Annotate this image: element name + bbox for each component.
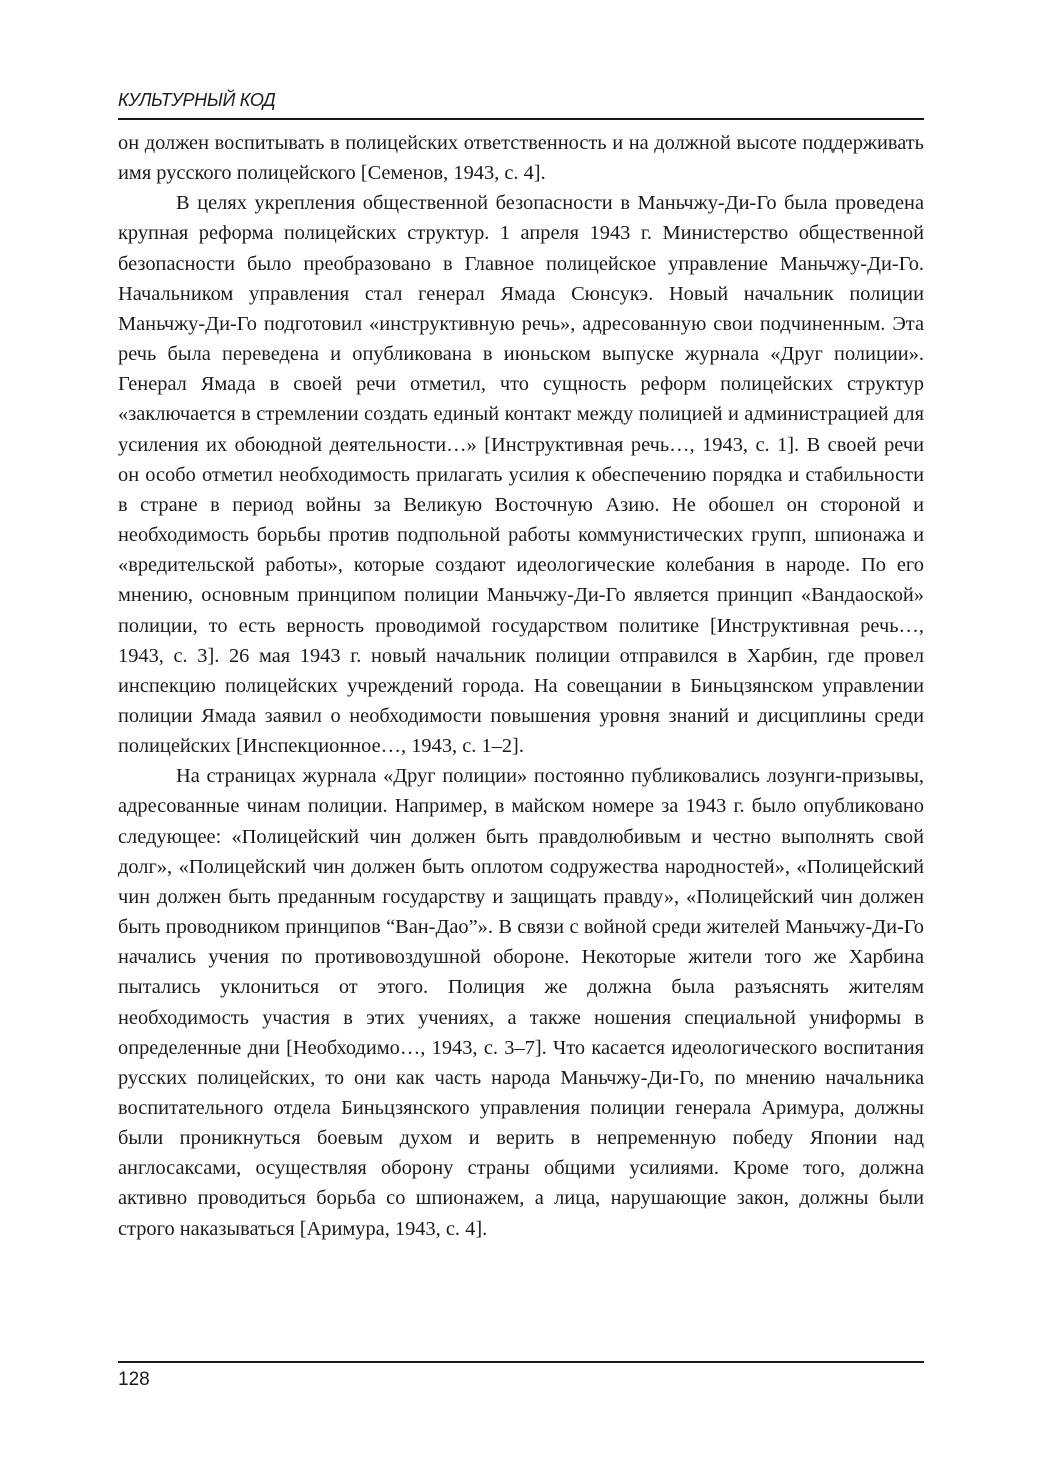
- article-body: [118, 128, 924, 1244]
- paragraph-police-reform: В целях укрепления общественной безопасности в Маньчжу-Ди-Го была проведена крупная реформа полицейских структур. 1 апреля 1943 г. Министерство общественной безопасности было преобразовано в Главное полицейское управление Маньчжу-Ди-Го. Начальником управления стал генерал Ямада Сюнсукэ. Новый начальник полиции Маньчжу-Ди-Го подготовил «инструктивную речь», адресованную свои подчиненным. Эта речь была переведена и опубликована в июньском выпуске журнала «Друг полиции». Генерал Ямада в своей речи отметил, что сущность реформ полицейских структур «заключается в стремлении создать единый контакт между полицией и администрацией для усиления их обоюдной деятельности…» [Инструктивная речь…, 1943, с. 1]. В своей речи он особо отметил необходимость прилагать усилия к обеспечению порядка и стабильности в стране в период войны за Великую Восточную Азию. Не обошел он стороной и необходимость борьбы против подпольной работы коммунистических групп, шпионажа и «вредительской работы», которые создают идеологические колебания в народе. По его мнению, основным принципом полиции Маньчжу-Ди-Го является принцип «Вандаоской» полиции, то есть верность проводимой государством политике [Инструктивная речь…, 1943, с. 3]. 26 мая 1943 г. новый начальник полиции отправился в Харбин, где провел инспекцию полицейских учреждений города. На совещании в Биньцзянском управлении полиции Ямада заявил о необходимости повышения уровня знаний и дисциплины среди полицейских [Инспекционное…, 1943, с. 1–2].: [118, 192, 924, 758]
- header-title: КУЛЬТУРНЫЙ КОД: [118, 90, 276, 110]
- paragraph-continuation: он должен воспитывать в полицейских ответственность и на должной высоте поддерживать имя русского полицейского [Семенов, 1943, с. 4].: [118, 132, 924, 185]
- page-number: 128: [118, 1369, 150, 1390]
- footer-rule: [118, 1361, 924, 1363]
- running-header: [118, 88, 924, 120]
- paragraph-slogans: На страницах журнала «Друг полиции» постоянно публиковались лозунги-призывы, адресованные чинам полиции. Например, в майском номере за 1943 г. было опубликовано следующее: «Полицейский чин должен быть правдолюбивым и честно выполнять свой долг», «Полицейский чин должен быть оплотом содружества народностей», «Полицейский чин должен быть преданным государству и защищать правду», «Полицейский чин должен быть проводником принципов “Ван-Дао”». В связи с войной среди жителей Маньчжу-Ди-Го начались учения по противовоздушной обороне. Некоторые жители того же Харбина пытались уклониться от этого. Полиция же должна была разъяснять жителям необходимость участия в этих учениях, а также ношения специальной униформы в определенные дни [Необходимо…, 1943, с. 3–7]. Что касается идеологического воспитания русских полицейских, то они как часть народа Маньчжу-Ди-Го, по мнению начальника воспитательного отдела Биньцзянского управления полиции генерала Аримура, должны были проникнуться боевым духом и верить в непременную победу Японии над англосаксами, осуществляя оборону страны общими усилиями. Кроме того, должна активно проводиться борьба со шпионажем, а лица, нарушающие закон, должны были строго наказываться [Аримура, 1943, с. 4].: [118, 765, 924, 1240]
